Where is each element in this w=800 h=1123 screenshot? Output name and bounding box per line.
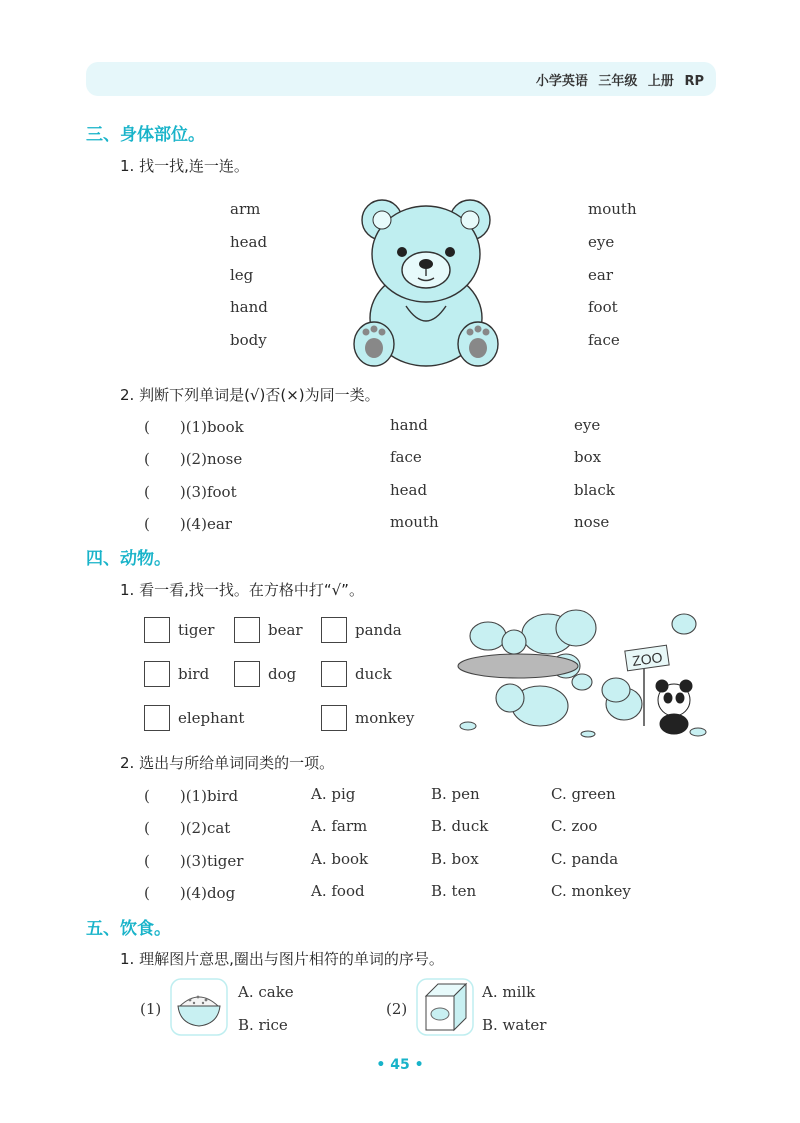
- section3-q1-instruction: 1. 找一找,连一连。: [120, 157, 249, 175]
- food-item-2-num: (2): [386, 1000, 408, 1018]
- choice-row-1-a: A. pig: [311, 785, 356, 803]
- right-word-5: face: [588, 331, 620, 349]
- checkbox-tiger[interactable]: [144, 617, 170, 643]
- choice-row-3-b: B. box: [431, 850, 479, 868]
- checkbox-bird[interactable]: [144, 661, 170, 687]
- option-monkey: monkey: [355, 709, 415, 727]
- header-term: 上册: [647, 74, 674, 89]
- judge-row-3-word2: head: [390, 481, 428, 499]
- choice-row-2-c: C. zoo: [551, 817, 598, 835]
- left-word-5: body: [230, 331, 267, 349]
- judge-row-2-item[interactable]: ( )(2)nose: [144, 450, 243, 468]
- food-item-1-num: (1): [140, 1000, 162, 1018]
- checkbox-elephant[interactable]: [144, 705, 170, 731]
- section3-title: 三、身体部位。: [86, 125, 205, 145]
- right-word-2: eye: [588, 233, 615, 251]
- judge-row-1-word3: eye: [574, 416, 601, 434]
- left-word-1: arm: [230, 200, 261, 218]
- header-text: [536, 70, 704, 89]
- rice-bowl-picture: [170, 978, 228, 1036]
- choice-row-2-b: B. duck: [431, 817, 489, 835]
- judge-row-3-item[interactable]: ( )(3)foot: [144, 483, 237, 501]
- choice-row-4-c: C. monkey: [551, 882, 631, 900]
- choice-row-3-item[interactable]: ( )(3)tiger: [144, 852, 244, 870]
- judge-row-4-item[interactable]: ( )(4)ear: [144, 515, 232, 533]
- header-grade: 三年级: [598, 74, 638, 89]
- checkbox-dog[interactable]: [234, 661, 260, 687]
- right-word-3: ear: [588, 266, 613, 284]
- checkbox-bear[interactable]: [234, 617, 260, 643]
- section4-q1-instruction: 1. 看一看,找一找。在方格中打“√”。: [120, 581, 364, 599]
- header-subject: 小学英语: [535, 74, 588, 89]
- section3-q2-instruction: 2. 判断下列单词是(√)否(×)为同一类。: [120, 386, 380, 404]
- judge-row-1-item[interactable]: ( )(1)book: [144, 418, 244, 436]
- checkbox-monkey[interactable]: [321, 705, 347, 731]
- page-number: • 45 •: [376, 1057, 424, 1073]
- judge-row-1-word2: hand: [390, 416, 428, 434]
- section4-q2-instruction: 2. 选出与所给单词同类的一项。: [120, 754, 335, 772]
- food-item-1-b[interactable]: B. rice: [238, 1016, 288, 1034]
- teddy-bear-illustration: [346, 186, 506, 372]
- choice-row-3-a: A. book: [311, 850, 369, 868]
- section5-q1-instruction: 1. 理解图片意思,圈出与图片相符的单词的序号。: [120, 950, 444, 968]
- choice-row-1-b: B. pen: [431, 785, 480, 803]
- option-tiger: tiger: [178, 621, 215, 639]
- section4-title: 四、动物。: [86, 549, 171, 569]
- choice-row-3-c: C. panda: [551, 850, 619, 868]
- option-bird: bird: [178, 665, 210, 683]
- choice-row-1-c: C. green: [551, 785, 616, 803]
- judge-row-3-word3: black: [574, 481, 615, 499]
- milk-carton-picture: [416, 978, 474, 1036]
- choice-row-2-a: A. farm: [311, 817, 368, 835]
- zoo-sign-text: ZOO: [631, 648, 664, 669]
- header-bar: [86, 62, 716, 96]
- section5-title: 五、饮食。: [86, 919, 171, 939]
- food-item-2-a[interactable]: A. milk: [482, 983, 536, 1001]
- checkbox-duck[interactable]: [321, 661, 347, 687]
- judge-row-4-word2: mouth: [390, 513, 439, 531]
- option-bear: bear: [268, 621, 303, 639]
- judge-row-2-word3: box: [574, 448, 602, 466]
- food-item-1-a[interactable]: A. cake: [238, 983, 294, 1001]
- choice-row-4-b: B. ten: [431, 882, 477, 900]
- choice-row-2-item[interactable]: ( )(2)cat: [144, 819, 231, 837]
- zoo-illustration: [448, 606, 716, 742]
- choice-row-4-a: A. food: [311, 882, 365, 900]
- header-edition: RP: [684, 74, 704, 89]
- option-elephant: elephant: [178, 709, 245, 727]
- judge-row-4-word3: nose: [574, 513, 610, 531]
- right-word-1: mouth: [588, 200, 637, 218]
- checkbox-panda[interactable]: [321, 617, 347, 643]
- option-dog: dog: [268, 665, 297, 683]
- judge-row-2-word2: face: [390, 448, 422, 466]
- option-duck: duck: [355, 665, 392, 683]
- option-panda: panda: [355, 621, 402, 639]
- right-word-4: foot: [588, 298, 618, 316]
- left-word-4: hand: [230, 298, 268, 316]
- left-word-3: leg: [230, 266, 254, 284]
- left-word-2: head: [230, 233, 268, 251]
- choice-row-1-item[interactable]: ( )(1)bird: [144, 787, 239, 805]
- food-item-2-b[interactable]: B. water: [482, 1016, 547, 1034]
- choice-row-4-item[interactable]: ( )(4)dog: [144, 884, 236, 902]
